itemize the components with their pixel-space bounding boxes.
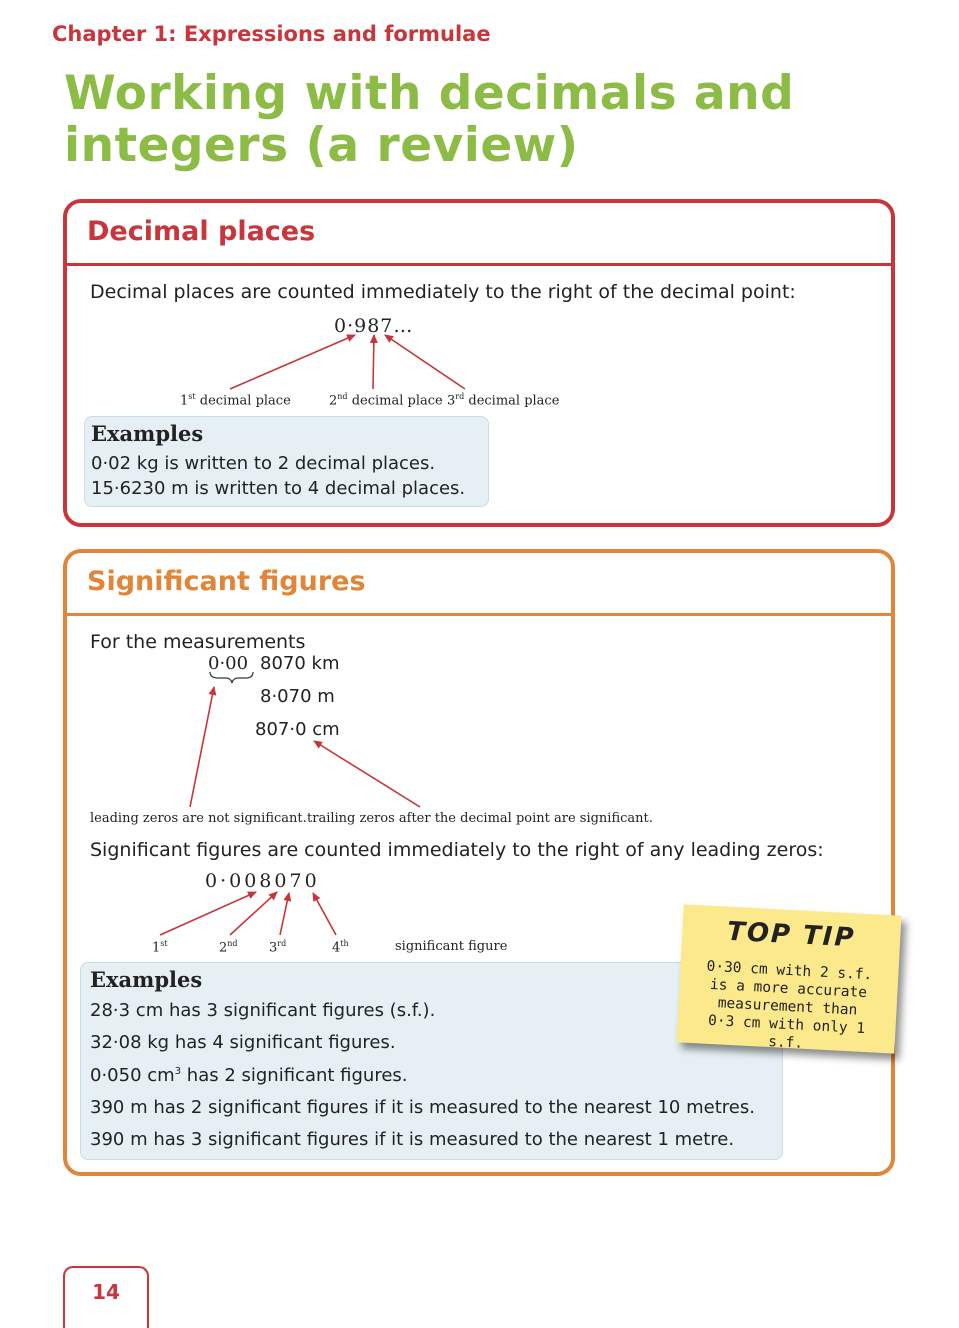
significant-figures-header — [67, 553, 891, 616]
ordinal-3rd: 3rd — [269, 939, 287, 956]
decimal-places-examples — [84, 416, 489, 507]
note-leading-zeros: leading zeros are not significant. — [90, 811, 307, 826]
ordinal-label: significant figure — [395, 939, 508, 954]
measurements-intro: For the measurements — [90, 631, 306, 653]
counting-rule: Significant figures are counted immediately to the right of any leading zeros: — [90, 839, 824, 861]
label-3rd-decimal-place: 3rd decimal place — [447, 392, 560, 409]
example-line: 15·6230 m is written to 4 decimal places. — [91, 478, 466, 499]
decimal-number: 0·987… — [334, 315, 414, 337]
page-title-line-1: Working with decimals and — [64, 66, 795, 121]
note-trailing-zeros: trailing zeros after the decimal point are significant. — [307, 811, 653, 826]
decimal-places-heading: Decimal places — [87, 216, 316, 247]
examples-heading: Examples — [91, 421, 204, 446]
examples-heading: Examples — [90, 967, 203, 992]
example-line: 0·02 kg is written to 2 decimal places. — [91, 453, 436, 474]
measurement-km: 8070 km — [260, 653, 340, 674]
top-tip-heading: TOP TIP — [726, 916, 857, 954]
page-number-tab — [63, 1266, 149, 1328]
example-line: 390 m has 2 significant figures if it is measured to the nearest 10 metres. — [90, 1097, 755, 1118]
ordinal-1st: 1st — [152, 939, 168, 956]
measurement-m: 8·070 m — [260, 686, 335, 707]
top-tip-body: 0·30 cm with 2 s.f. is a more accurate measurement than 0·3 cm with only 1 s.f. — [706, 958, 873, 1052]
label-1st-decimal-place: 1st decimal place — [180, 392, 291, 409]
decimal-places-intro: Decimal places are counted immediately to the right of the decimal point: — [90, 281, 796, 303]
example-line: 32·08 kg has 4 significant figures. — [90, 1032, 396, 1053]
measurement-cm: 807·0 cm — [255, 719, 340, 740]
sig-fig-number: 0·008070 — [205, 870, 320, 892]
ordinal-2nd: 2nd — [219, 939, 238, 956]
significant-figures-examples — [80, 962, 783, 1160]
page-title — [64, 68, 794, 172]
page-number: 14 — [92, 1280, 120, 1304]
leading-zeros: 0·00 — [208, 653, 249, 674]
top-tip-note — [677, 904, 902, 1053]
ordinal-4th: 4th — [332, 939, 349, 956]
chapter-heading: Chapter 1: Expressions and formulae — [52, 22, 491, 46]
label-2nd-decimal-place: 2nd decimal place — [329, 392, 443, 409]
decimal-places-header — [67, 203, 891, 266]
significant-figures-heading: Significant figures — [87, 566, 366, 597]
page-title-line-2: integers (a review) — [64, 118, 579, 173]
example-line: 390 m has 3 significant figures if it is measured to the nearest 1 metre. — [90, 1129, 735, 1150]
example-line: 28·3 cm has 3 significant figures (s.f.). — [90, 1000, 436, 1021]
example-line: 0·050 $cm^3$ has 2 significant figures. — [90, 1065, 408, 1086]
